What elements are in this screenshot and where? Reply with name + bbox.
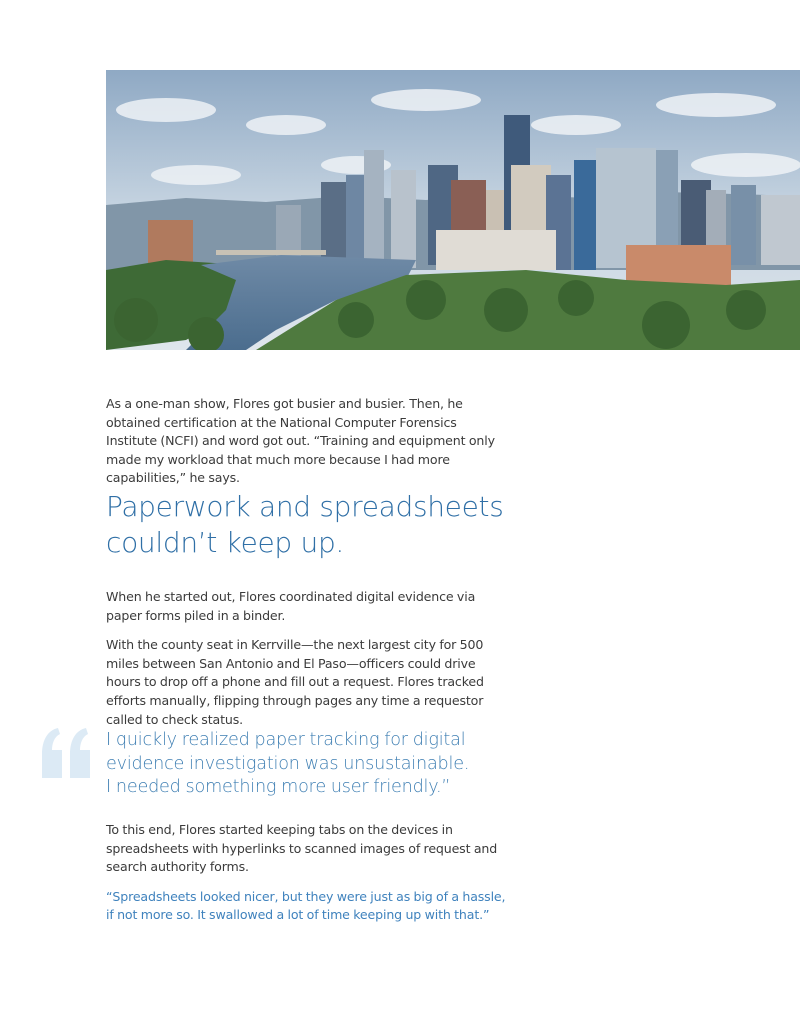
section-body [106, 588, 506, 729]
closing-quote-line-2: if not more so. It swallowed a lot of time keeping up with that.” [106, 907, 490, 923]
pull-quote-line-1: I quickly realized paper tracking for digital [106, 730, 466, 750]
section-heading [106, 489, 526, 561]
pull-quote-line-2: evidence investigation was unsustainable. [106, 753, 470, 774]
pull-quote-line-3: I needed something more user friendly.” [106, 777, 451, 797]
section-paragraph-1: When he started out, Flores coordinated digital evidence via paper forms piled in a binder. [106, 589, 476, 623]
heading-line-1: Paperwork and spreadsheets [106, 490, 504, 523]
intro-paragraph: As a one-man show, Flores got busier and busier. Then, he obtained certification at the National Computer Forensics Institute (NCFI) and word got out. “Training and equipment only made my workload that much more because I had more capabilities,” he says. [106, 396, 495, 486]
closing-quote-line-1: “Spreadsheets looked nicer, but they were just as big of a hassle, [106, 888, 506, 904]
section-paragraph-2: With the county seat in Kerrville—the next largest city for 500 miles between San Antonio and El Paso—officers could drive hours to drop off a phone and fill out a request. Flores tracked efforts manually, flipping through pages any time a requestor called to check status. [106, 637, 484, 727]
hero-image [106, 70, 800, 350]
closing-section [106, 821, 506, 925]
intro-section [106, 395, 506, 488]
city-skyline-photo [106, 70, 800, 350]
closing-paragraph: To this end, Flores started keeping tabs on the devices in spreadsheets with hyperlinks to scanned images of request and search authority forms. [106, 822, 498, 875]
pull-quote [106, 729, 526, 800]
heading-line-2: couldn’t keep up. [106, 526, 345, 559]
quotation-mark-icon [38, 720, 98, 790]
